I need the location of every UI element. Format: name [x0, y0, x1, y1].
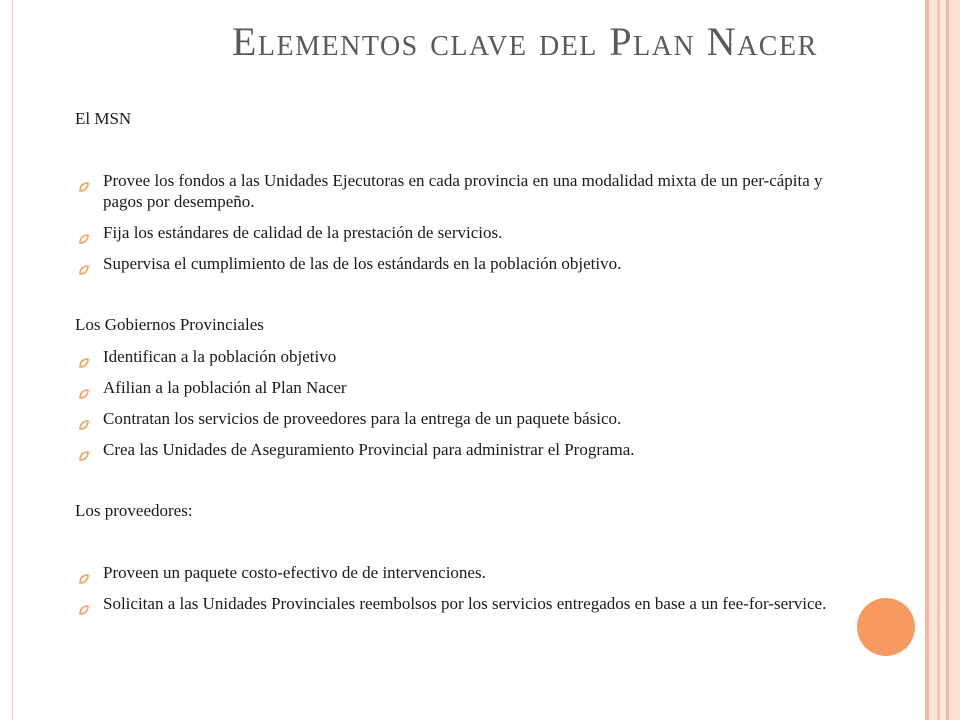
- list-item-text: Proveen un paquete costo-efectivo de de intervenciones.: [103, 563, 486, 582]
- list-item-text: Afilian a la población al Plan Nacer: [103, 378, 347, 397]
- list-item: [75, 408, 835, 429]
- list-item-text: Supervisa el cumplimiento de las de los estándards en la población objetivo.: [103, 254, 622, 273]
- slide-content: [75, 108, 835, 614]
- list-item: [75, 346, 835, 367]
- leaf-bullet-icon: [79, 414, 89, 424]
- leaf-bullet-icon: [79, 176, 89, 186]
- leaf-bullet-icon: [79, 383, 89, 393]
- leaf-bullet-icon: [79, 568, 89, 578]
- list-item: [75, 170, 835, 212]
- slide-left-border: [0, 0, 13, 720]
- list-item: [75, 593, 835, 614]
- leaf-bullet-icon: [79, 599, 89, 609]
- list-item-text: Crea las Unidades de Aseguramiento Provincial para administrar el Programa.: [103, 440, 635, 459]
- list-item-text: Provee los fondos a las Unidades Ejecutoras en cada provincia en una modalidad mixta de un per-cápita y pagos por desempeño.: [103, 171, 823, 211]
- list-item: [75, 562, 835, 583]
- section-heading-msn: El MSN: [75, 109, 132, 128]
- list-item: [75, 253, 835, 274]
- list-item: [75, 222, 835, 243]
- decorative-orange-circle: [857, 598, 915, 656]
- leaf-bullet-icon: [79, 352, 89, 362]
- list-item-text: Contratan los servicios de proveedores para la entrega de un paquete básico.: [103, 409, 622, 428]
- leaf-bullet-icon: [79, 445, 89, 455]
- leaf-bullet-icon: [79, 259, 89, 269]
- slide-right-stripes: [916, 0, 960, 720]
- slide-title: Elementos clave del Plan Nacer: [232, 19, 818, 64]
- list-item: [75, 377, 835, 398]
- leaf-bullet-icon: [79, 228, 89, 238]
- list-item-text: Solicitan a las Unidades Provinciales reembolsos por los servicios entregados en base a un fee-for-service.: [103, 594, 827, 613]
- section-heading-providers: Los proveedores:: [75, 501, 193, 520]
- section-list-providers: [75, 562, 835, 614]
- section-list-msn: [75, 170, 835, 274]
- list-item: [75, 439, 835, 460]
- section-heading-provincial: Los Gobiernos Provinciales: [75, 315, 264, 334]
- section-list-provincial: [75, 346, 835, 460]
- list-item-text: Identifican a la población objetivo: [103, 347, 337, 366]
- list-item-text: Fija los estándares de calidad de la prestación de servicios.: [103, 223, 503, 242]
